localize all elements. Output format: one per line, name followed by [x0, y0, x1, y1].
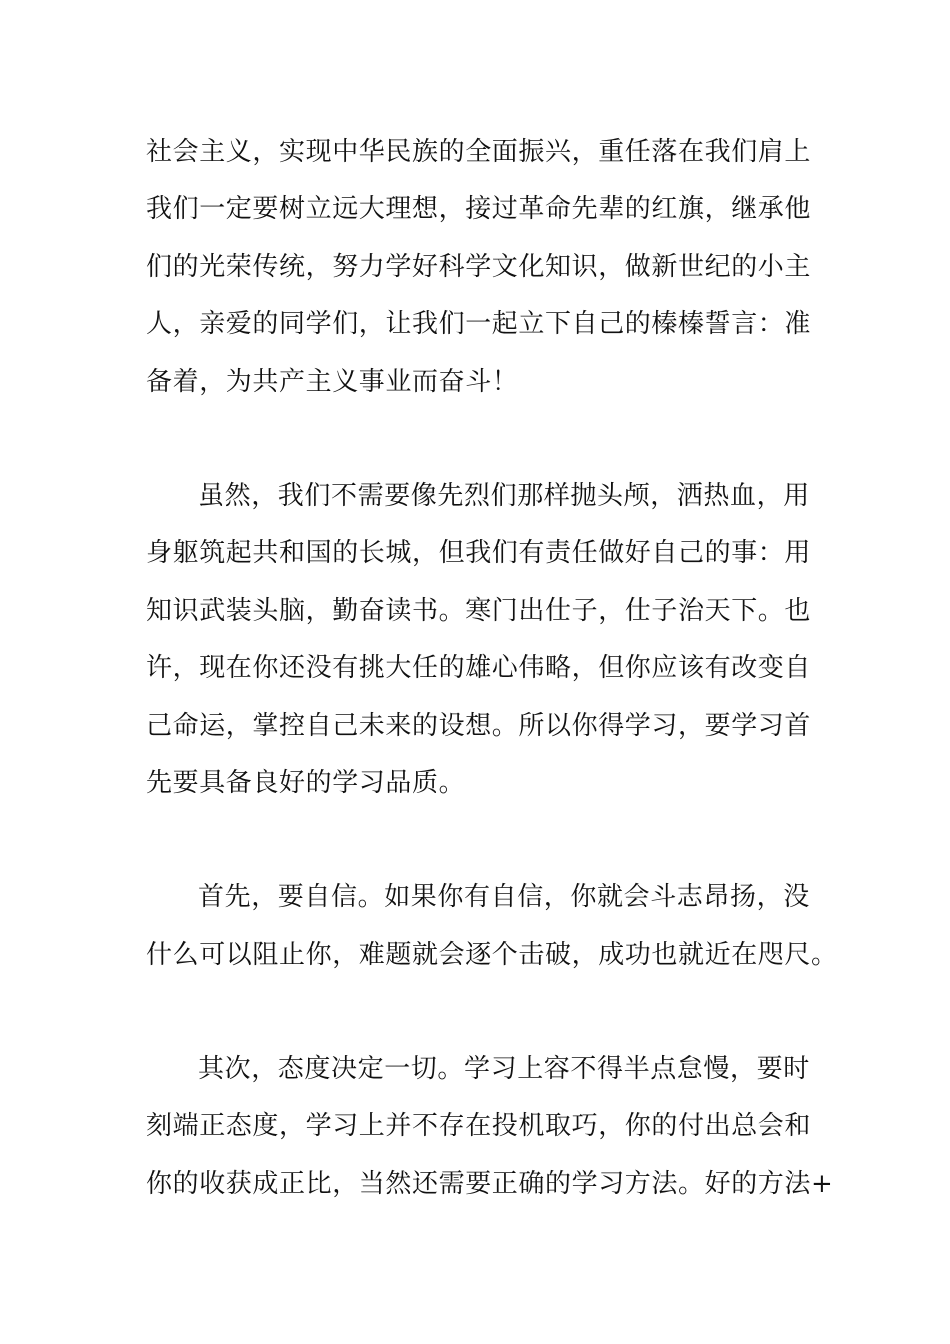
- paragraph-2-line-3: 知识武装头脑，勤奋读书。寒门出仕子，仕子治天下。也: [146, 596, 812, 626]
- paragraph-3-line-1: 首先，要自信。如果你有自信，你就会斗志昂扬，没: [198, 882, 810, 912]
- paragraph-3-line-2: 什么可以阻止你，难题就会逐个击破，成功也就近在咫尺。: [146, 940, 838, 970]
- paragraph-2-line-6: 先要具备良好的学习品质。: [146, 768, 466, 798]
- paragraph-2-line-5: 己命运，掌控自己未来的设想。所以你得学习，要学习首: [146, 711, 812, 741]
- paragraph-2-line-2: 身躯筑起共和国的长城，但我们有责任做好自己的事：用: [146, 538, 812, 568]
- paragraph-2-line-1: 虽然，我们不需要像先烈们那样抛头颅，洒热血，用: [198, 481, 810, 511]
- paragraph-1-line-3: 们的光荣传统，努力学好科学文化知识，做新世纪的小主: [146, 252, 812, 282]
- paragraph-4-line-2: 刻端正态度，学习上并不存在投机取巧，你的付出总会和: [146, 1111, 812, 1141]
- paragraph-2-line-4: 许，现在你还没有挑大任的雄心伟略，但你应该有改变自: [146, 653, 812, 683]
- paragraph-4-line-3: 你的收获成正比，当然还需要正确的学习方法。好的方法+: [146, 1169, 834, 1199]
- paragraph-1-line-5: 备着，为共产主义事业而奋斗！: [146, 367, 519, 397]
- paragraph-4-line-1: 其次，态度决定一切。学习上容不得半点怠慢，要时: [198, 1054, 810, 1084]
- paragraph-1-line-4: 人，亲爱的同学们，让我们一起立下自己的榛榛誓言：准: [146, 309, 812, 339]
- paragraph-1-line-1: 社会主义，实现中华民族的全面振兴，重任落在我们肩上: [146, 137, 812, 167]
- paragraph-1-line-2: 我们一定要树立远大理想，接过革命先辈的红旗，继承他: [146, 194, 812, 224]
